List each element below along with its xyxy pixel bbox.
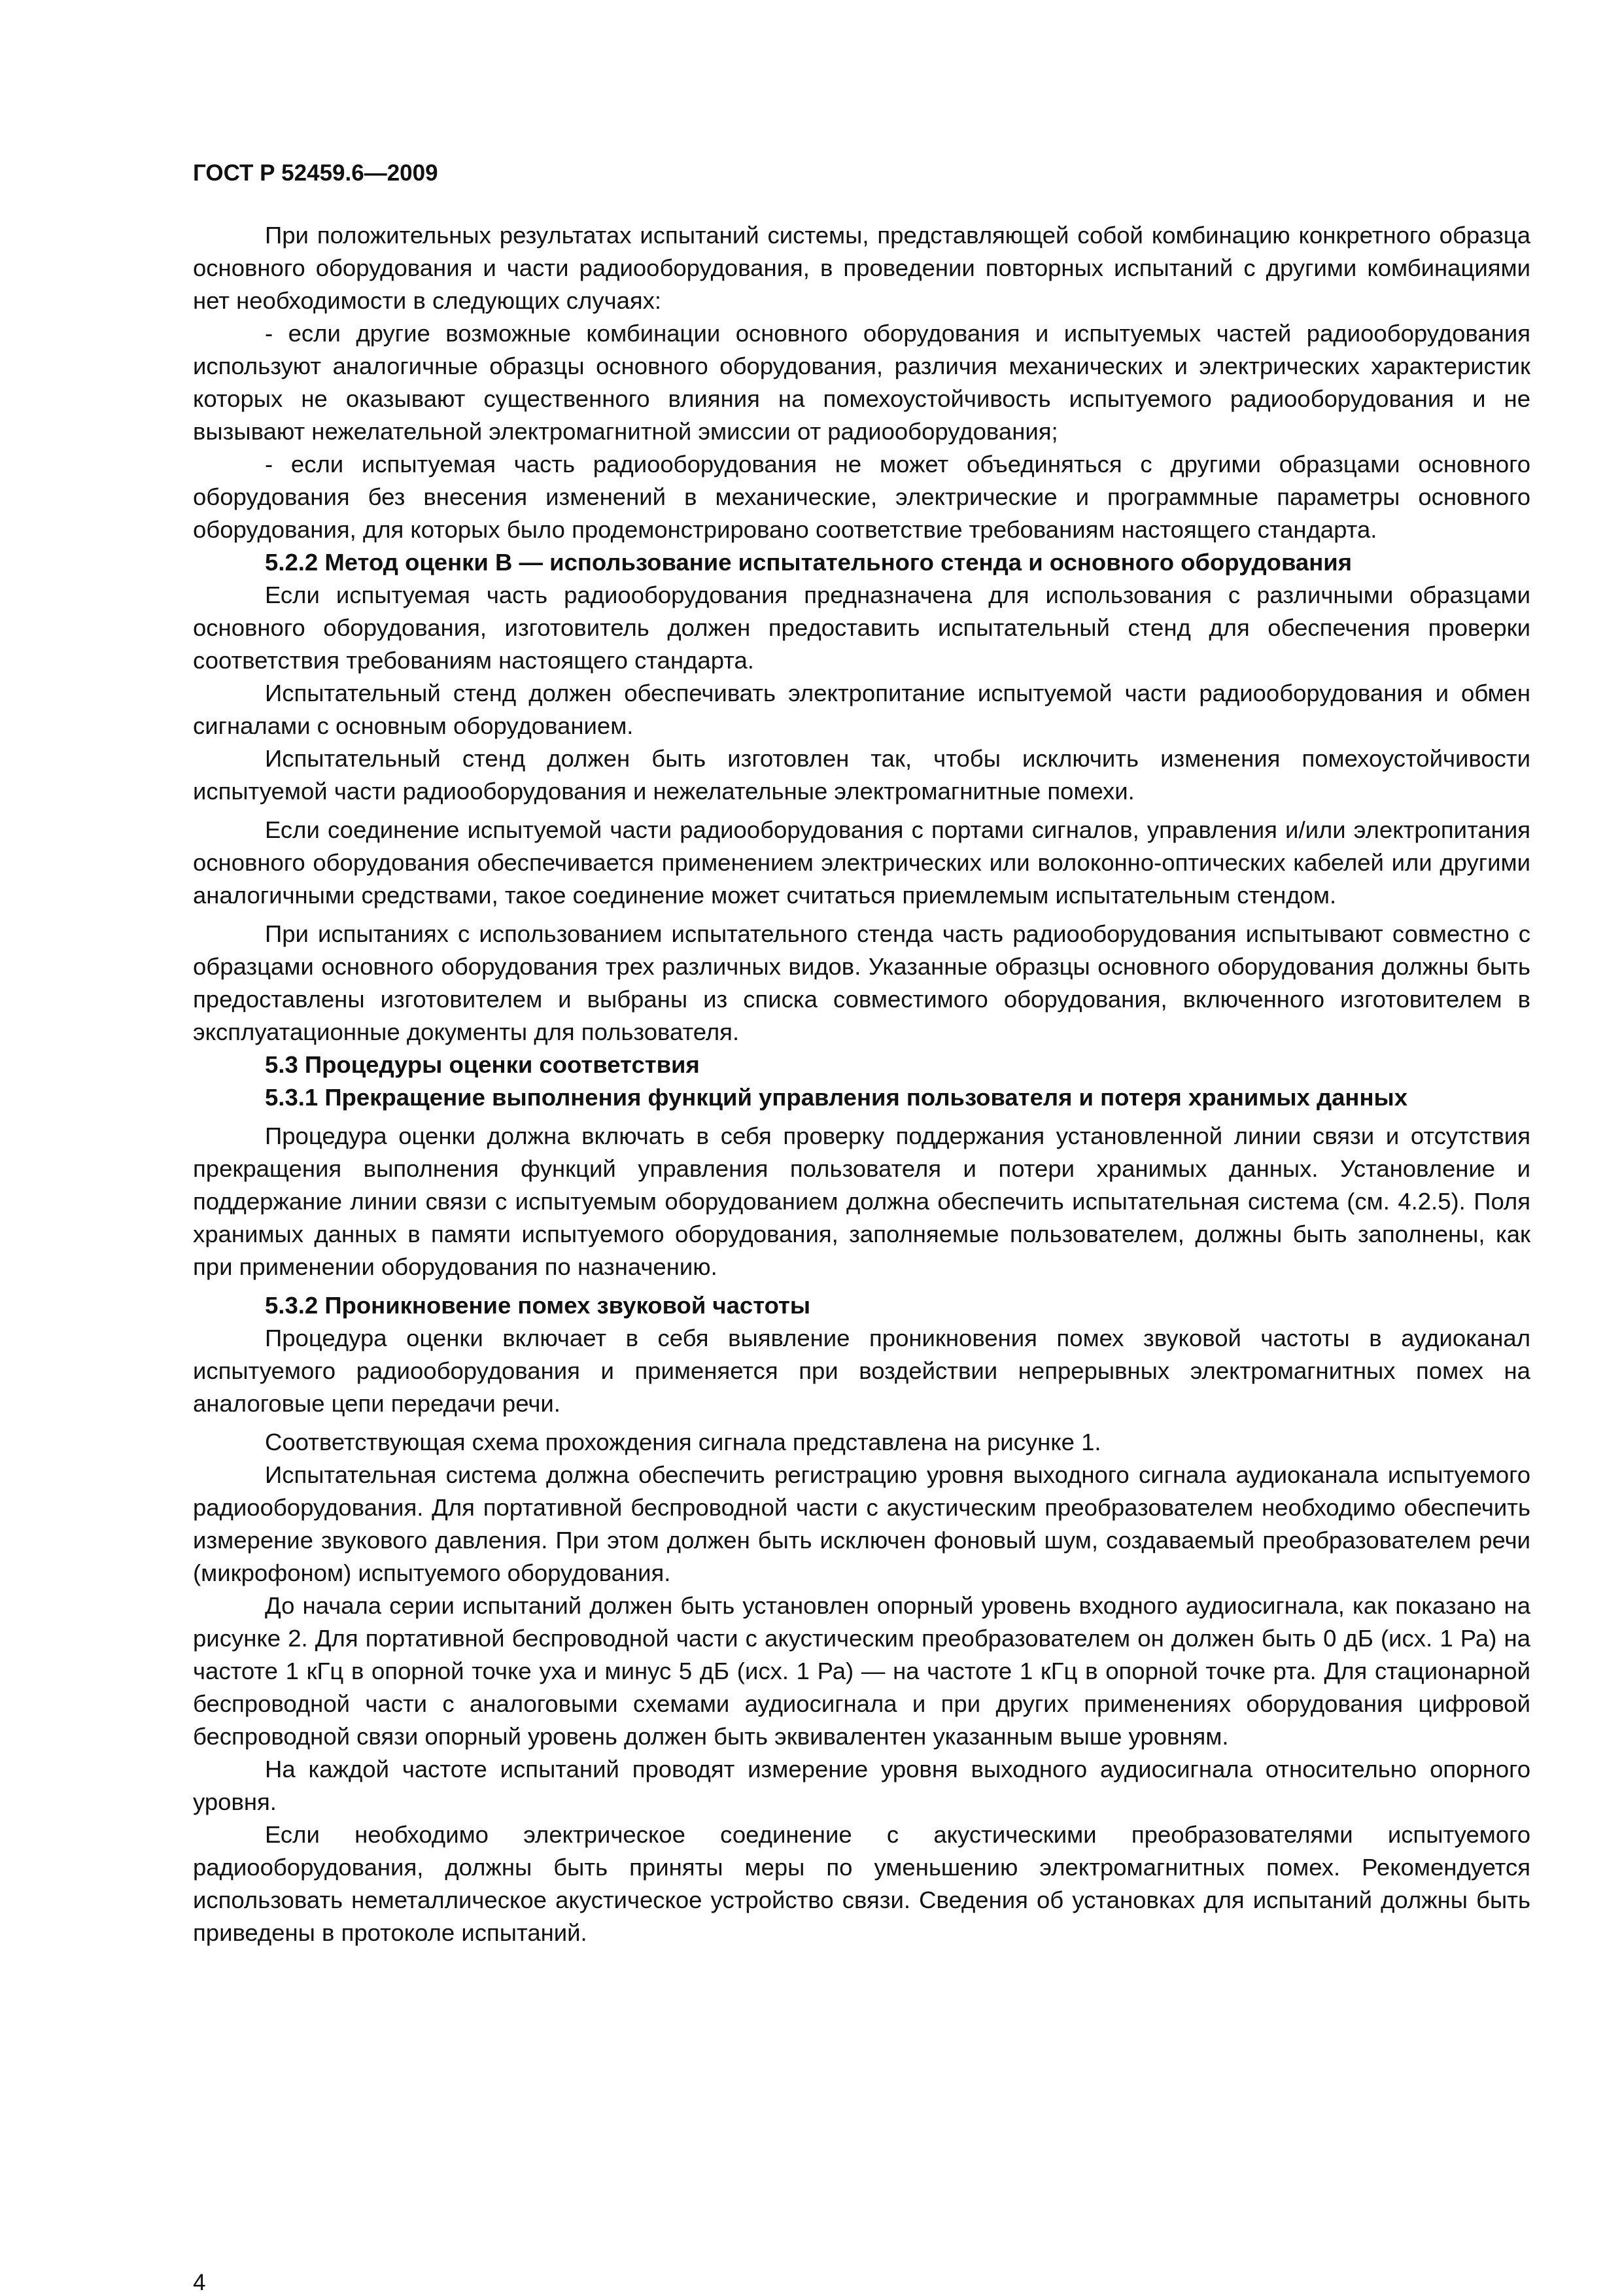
section-heading-5-2-2: 5.2.2 Метод оценки В — использование испытательного стенда и основного оборудования (265, 549, 1353, 576)
document-header: ГОСТ Р 52459.6—2009 (193, 160, 438, 186)
list-item: - если испытуемая часть радиооборудования не может объединяться с другими образцами основного оборудования без внесения изменений в механические, электрические и программные параметры основного оборудования, для которых было продемонстрировано соответствие требованиям настоящего стандарта. (193, 451, 1530, 543)
list-item: - если другие возможные комбинации основного оборудования и испытуемых частей радиооборудования используют аналогичные образцы основного оборудования, различия механических и электрических характеристик которых не оказывают существенного влияния на помехоустойчивость испытуемого радиооборудования и не вызывают нежелательной электромагнитной эмиссии от радиооборудования; (193, 320, 1530, 445)
paragraph: Испытательный стенд должен обеспечивать электропитание испытуемой части радиооборудования и обмен сигналами с основным оборудованием. (193, 680, 1530, 739)
paragraph: Процедура оценки включает в себя выявление проникновения помех звуковой частоты в аудиоканал испытуемого радиооборудования и применяется при воздействии непрерывных электромагнитных помех на аналоговые цепи передачи речи. (193, 1325, 1530, 1417)
section-heading-5-3-2: 5.3.2 Проникновение помех звуковой частоты (265, 1292, 811, 1319)
paragraph: Если необходимо электрическое соединение с акустическими преобразователями испытуемого радиооборудования, должны быть приняты меры по уменьшению электромагнитных помех. Рекомендуется использовать неметаллическое акустическое устройство связи. Сведения об установках для испытаний должны быть приведены в протоколе испытаний. (193, 1821, 1530, 1946)
section-heading-5-3-1: 5.3.1 Прекращение выполнения функций управления пользователя и потеря хранимых данных (265, 1084, 1407, 1111)
paragraph: При положительных результатах испытаний системы, представляющей собой комбинацию конкретного образца основного оборудования и части радиооборудования, в проведении повторных испытаний с другими комбинациями нет необходимости в следующих случаях: (193, 222, 1530, 314)
page-number: 4 (193, 2270, 206, 2295)
paragraph: При испытаниях с использованием испытательного стенда часть радиооборудования испытывают совместно с образцами основного оборудования трех различных видов. Указанные образцы основного оборудования должны быть предоставлены изготовителем и выбраны из списка совместимого оборудования, включенного изготовителем в эксплуатационные документы для пользователя. (193, 920, 1530, 1045)
paragraph: Испытательный стенд должен быть изготовлен так, чтобы исключить изменения помехоустойчивости испытуемой части радиооборудования и нежелательные электромагнитные помехи. (193, 745, 1530, 805)
paragraph: До начала серии испытаний должен быть установлен опорный уровень входного аудиосигнала, как показано на рисунке 2. Для портативной беспроводной части с акустическим преобразователем он должен быть 0 дБ (исх. 1 Ра) на частоте 1 кГц в опорной точке уха и минус 5 дБ (исх. 1 Ра) — на частоте 1 кГц в опорной точке рта. Для стационарной беспроводной части с аналоговыми схемами аудиосигнала и при других применениях оборудования цифровой беспроводной связи опорный уровень должен быть эквивалентен указанным выше уровням. (193, 1592, 1530, 1750)
document-page (193, 160, 1530, 2295)
paragraph: Если испытуемая часть радиооборудования предназначена для использования с различными образцами основного оборудования, изготовитель должен предоставить испытательный стенд для обеспечения проверки соответствия требованиям настоящего стандарта. (193, 582, 1530, 674)
section-heading-5-3: 5.3 Процедуры оценки соответствия (265, 1051, 700, 1078)
paragraph: Процедура оценки должна включать в себя проверку поддержания установленной линии связи и отсутствия прекращения выполнения функций управления пользователя и потери хранимых данных. Установление и поддержание линии связи с испытуемым оборудованием должна обеспечить испытательная система (см. 4.2.5). Поля хранимых данных в памяти испытуемого оборудования, заполняемые пользователем, должны быть заполнены, как при применении оборудования по назначению. (193, 1122, 1530, 1280)
paragraph: На каждой частоте испытаний проводят измерение уровня выходного аудиосигнала относительно опорного уровня. (193, 1756, 1530, 1815)
paragraph: Соответствующая схема прохождения сигнала представлена на рисунке 1. (265, 1429, 1101, 1455)
document-body (193, 219, 1530, 1949)
paragraph: Испытательная система должна обеспечить регистрацию уровня выходного сигнала аудиоканала испытуемого радиооборудования. Для портативной беспроводной части с акустическим преобразователем необходимо обеспечить измерение звукового давления. При этом должен быть исключен фоновый шум, создаваемый преобразователем речи (микрофоном) испытуемого оборудования. (193, 1461, 1530, 1586)
paragraph: Если соединение испытуемой части радиооборудования с портами сигналов, управления и/или электропитания основного оборудования обеспечивается применением электрических или волоконно-оптических кабелей или другими аналогичными средствами, такое соединение может считаться приемлемым испытательным стендом. (193, 816, 1530, 909)
